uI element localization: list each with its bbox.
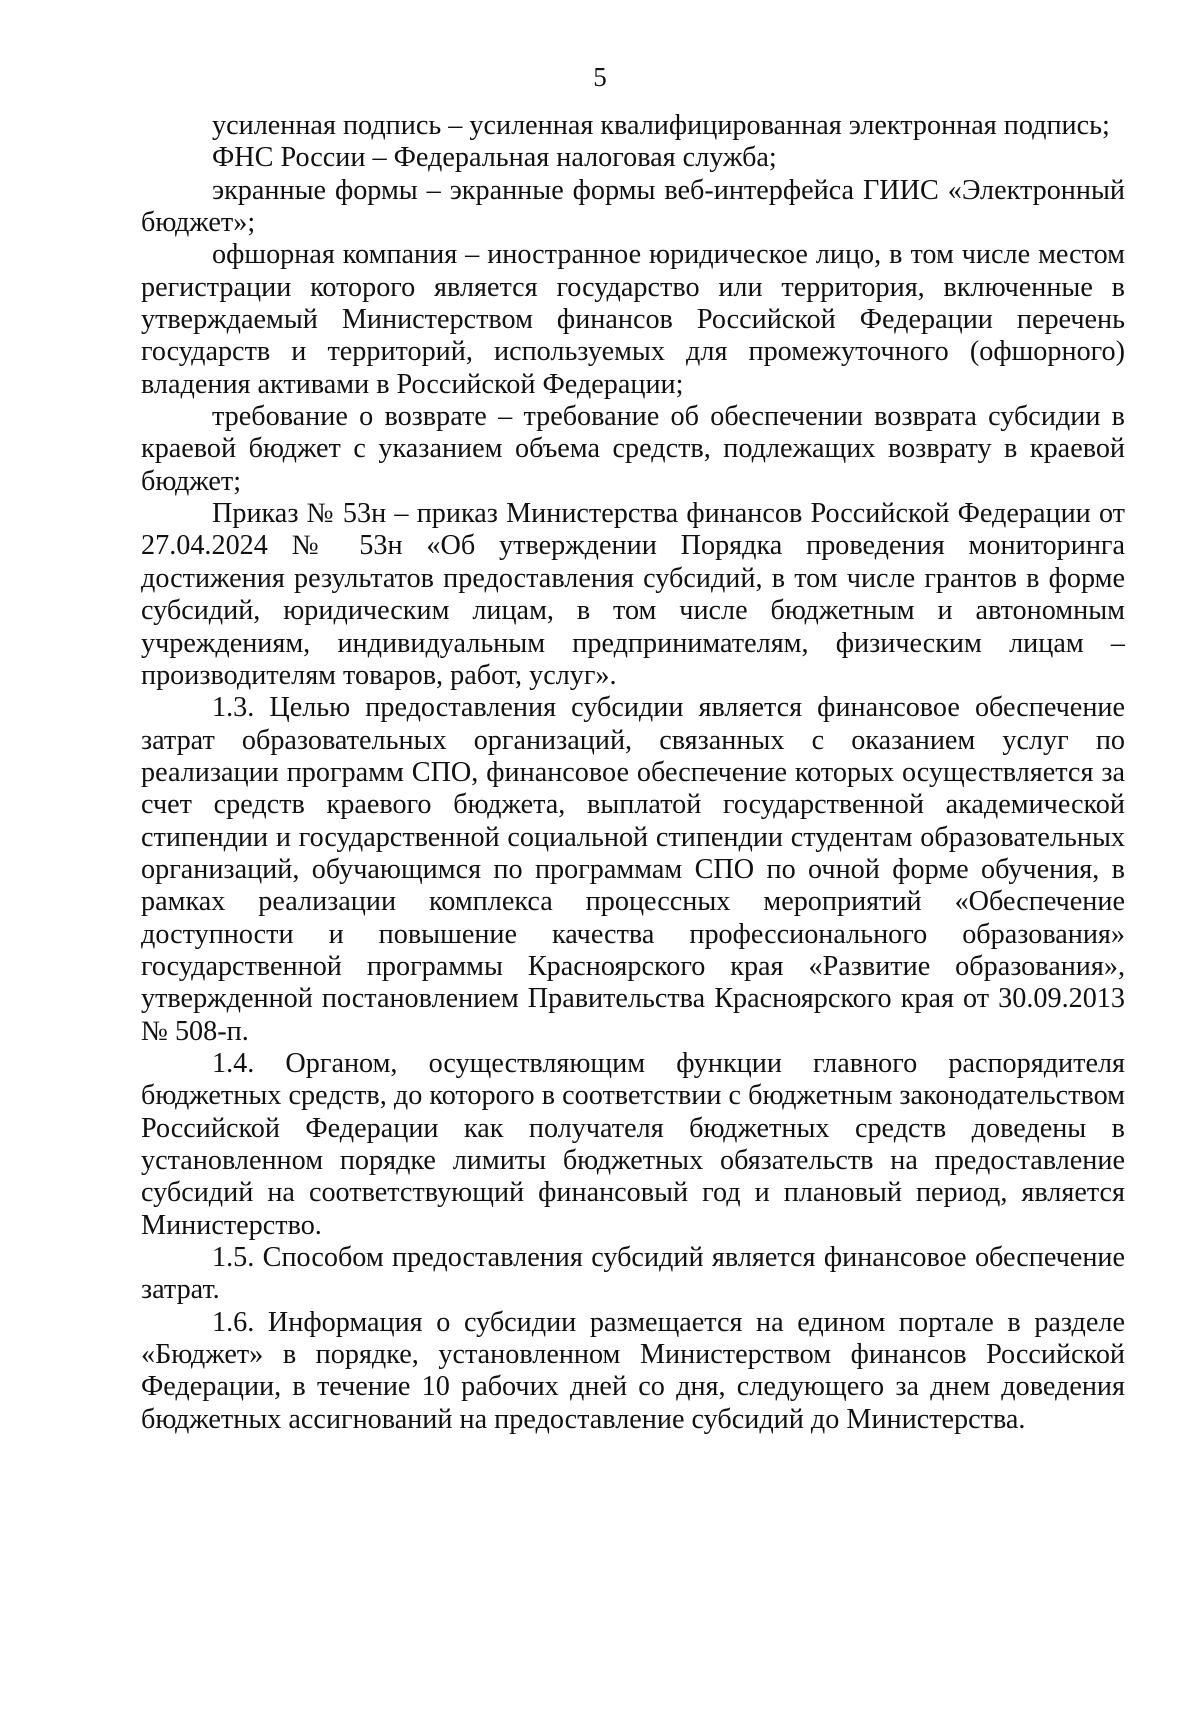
clause-1-5: 1.5. Способом предоставления субсидий является финансовое обеспечение затрат.: [141, 1242, 1125, 1306]
definition-fns: ФНС России – Федеральная налоговая служба;: [212, 142, 777, 174]
document-body: [141, 110, 1125, 1436]
clause-1-3: 1.3. Целью предоставления субсидии является финансовое обеспечение затрат образовательных организаций, связанных с оказанием услуг по реализации программ СПО, финансовое обеспечение которых осуществляется за счет средств краевого бюджета, выплатой государственной академической стипендии и государственной социальной стипендии студентам образовательных организаций, обучающимся по программам СПО по очной форме обучения, в рамках реализации комплекса процессных мероприятий «Обеспечение доступности и повышение качества профессионального образования» государственной программы Красноярского края «Развитие образования», утвержденной постановлением Правительства Красноярского края от 30.09.2013 № 508-п.: [141, 692, 1125, 1047]
definition-refund-requirement: требование о возврате – требование об обеспечении возврата субсидии в краевой бюджет с указанием объема средств, подлежащих возврату в краевой бюджет;: [141, 401, 1125, 497]
definition-offshore-company: офшорная компания – иностранное юридическое лицо, в том числе местом регистрации которого является государство или территория, включенные в утверждаемый Министерством финансов Российской Федерации перечень государств и территорий, используемых для промежуточного (офшорного) владения активами в Российской Федерации;: [141, 239, 1125, 400]
definition-screen-forms: экранные формы – экранные формы веб-интерфейса ГИИС «Электронный бюджет»;: [141, 174, 1125, 239]
clause-1-4: 1.4. Органом, осуществляющим функции главного распорядителя бюджетных средств, до которого в соответствии с бюджетным законодательством Российской Федерации как получателя бюджетных средств доведены в установленном порядке лимиты бюджетных обязательств на предоставление субсидий на соответствующий финансовый год и плановый период, является Министерство.: [141, 1047, 1125, 1241]
page-number: 5: [593, 62, 607, 92]
definition-order-53n: Приказ № 53н – приказ Министерства финансов Российской Федерации от 27.04.2024 № 53н «Об утверждении Порядка проведения мониторинга достижения результатов предоставления субсидий, в том числе грантов в форме субсидий, юридическим лицам, в том числе бюджетным и автономным учреждениям, индивидуальным предпринимателям, физическим лицам – производителям товаров, работ, услуг».: [141, 498, 1125, 691]
definition-enhanced-signature: усиленная подпись – усиленная квалифицированная электронная подпись;: [212, 110, 1110, 141]
clause-1-6: 1.6. Информация о субсидии размещается на едином портале в разделе «Бюджет» в порядке, установленном Министерством финансов Российской Федерации, в течение 10 рабочих дней со дня, следующего за днем доведения бюджетных ассигнований на предоставление субсидий до Министерства.: [141, 1306, 1125, 1435]
